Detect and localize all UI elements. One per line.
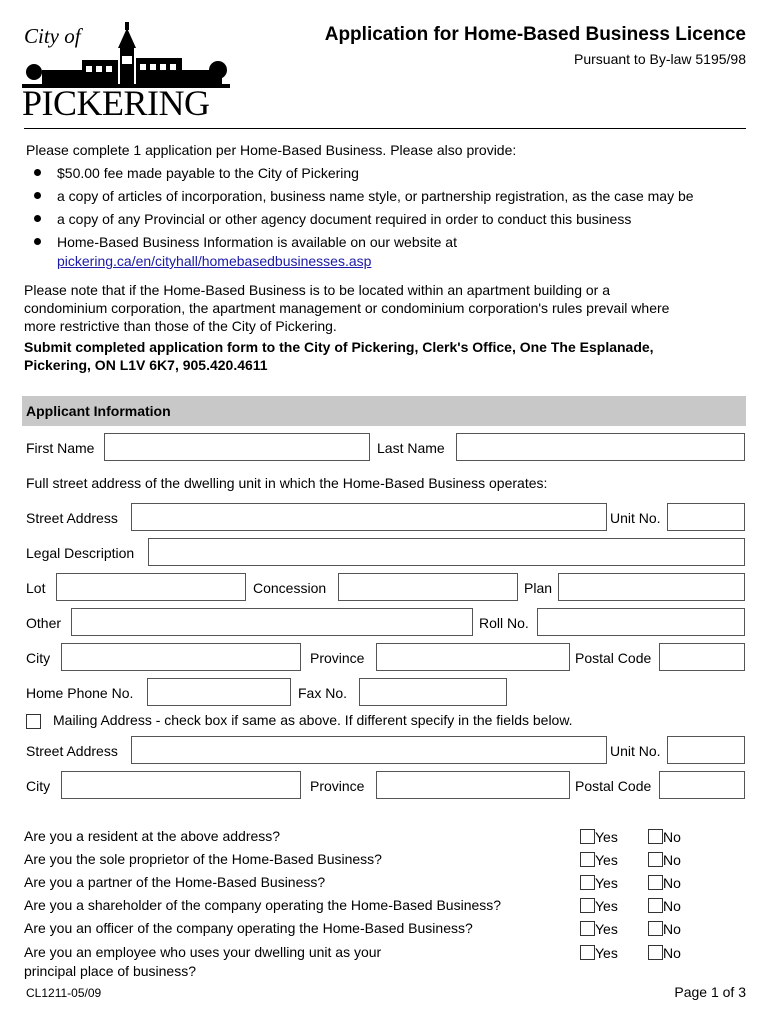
mailing-city-label: City <box>26 778 51 794</box>
yes-option[interactable]: Yes <box>580 852 618 872</box>
intro-lead: Please complete 1 application per Home-Based Business. Please also provide: <box>26 142 517 158</box>
yes-checkbox[interactable] <box>580 898 595 913</box>
no-option[interactable]: No <box>648 945 681 965</box>
yes-option[interactable]: Yes <box>580 945 618 965</box>
mailing-postal-input[interactable] <box>659 771 745 799</box>
legal-description-input[interactable] <box>148 538 745 566</box>
city-input[interactable] <box>61 643 301 671</box>
no-checkbox[interactable] <box>648 921 663 936</box>
yes-checkbox[interactable] <box>580 875 595 890</box>
mailing-street-label: Street Address <box>26 743 118 759</box>
mailing-checkbox-label: Mailing Address - check box if same as above. If different specify in the fields below. <box>53 712 573 728</box>
street-address-label: Street Address <box>26 510 118 526</box>
question-sole-proprietor: Are you the sole proprietor of the Home-Based Business? <box>24 851 382 867</box>
mailing-city-input[interactable] <box>61 771 301 799</box>
page-subtitle: Pursuant to By-law 5195/98 <box>574 51 746 67</box>
no-checkbox[interactable] <box>648 898 663 913</box>
header-divider <box>24 128 746 129</box>
page-number: Page 1 of 3 <box>674 984 746 1000</box>
postal-code-label: Postal Code <box>575 650 652 666</box>
no-checkbox[interactable] <box>648 852 663 867</box>
fax-input[interactable] <box>359 678 507 706</box>
home-phone-label: Home Phone No. <box>26 685 134 701</box>
concession-label: Concession <box>253 580 327 596</box>
note-line: more restrictive than those of the City of Pickering. <box>24 318 337 334</box>
city-hall-logo-icon <box>22 20 230 90</box>
last-name-label: Last Name <box>377 440 445 456</box>
page-title: Application for Home-Based Business Licence <box>324 24 746 45</box>
city-label: City <box>26 650 51 666</box>
first-name-input[interactable] <box>104 433 370 461</box>
yes-option[interactable]: Yes <box>580 921 618 941</box>
address-prompt: Full street address of the dwelling unit in which the Home-Based Business operates: <box>26 475 548 491</box>
home-phone-input[interactable] <box>147 678 291 706</box>
mailing-same-checkbox[interactable] <box>26 714 41 729</box>
note-line: condominium corporation, the apartment management or condominium corporation's rules prevail where <box>24 300 670 316</box>
yes-option[interactable]: Yes <box>580 875 618 895</box>
no-option[interactable]: No <box>648 875 681 895</box>
website-link[interactable]: pickering.ca/en/cityhall/homebasedbusinesses.asp <box>57 253 372 269</box>
roll-no-label: Roll No. <box>479 615 529 631</box>
street-address-input[interactable] <box>131 503 607 531</box>
unit-no-label: Unit No. <box>610 510 661 526</box>
yes-checkbox[interactable] <box>580 921 595 936</box>
yes-checkbox[interactable] <box>580 829 595 844</box>
submit-line: Submit completed application form to the City of Pickering, Clerk's Office, One The Esplanade, <box>24 339 654 355</box>
yes-option[interactable]: Yes <box>580 898 618 918</box>
list-item: a copy of articles of incorporation, business name style, or partnership registration, as the case may be <box>34 188 694 204</box>
yes-checkbox[interactable] <box>580 852 595 867</box>
question-resident: Are you a resident at the above address? <box>24 828 281 844</box>
mailing-province-label: Province <box>310 778 365 794</box>
mailing-province-input[interactable] <box>376 771 570 799</box>
lot-input[interactable] <box>56 573 246 601</box>
form-code: CL1211-05/09 <box>26 986 102 1000</box>
list-item: Home-Based Business Information is available on our website at <box>34 234 457 250</box>
roll-no-input[interactable] <box>537 608 745 636</box>
no-checkbox[interactable] <box>648 875 663 890</box>
legal-description-label: Legal Description <box>26 545 135 561</box>
other-input[interactable] <box>71 608 473 636</box>
question-shareholder: Are you a shareholder of the company operating the Home-Based Business? <box>24 897 502 913</box>
question-officer: Are you an officer of the company operating the Home-Based Business? <box>24 920 473 936</box>
section-title: Applicant Information <box>26 403 171 419</box>
note-line: Please note that if the Home-Based Business is to be located within an apartment building or a <box>24 282 611 298</box>
no-option[interactable]: No <box>648 852 681 872</box>
mailing-street-input[interactable] <box>131 736 607 764</box>
question-employee: Are you an employee who uses your dwelling unit as your <box>24 944 382 960</box>
plan-label: Plan <box>524 580 553 596</box>
province-label: Province <box>310 650 365 666</box>
no-option[interactable]: No <box>648 898 681 918</box>
list-item: $50.00 fee made payable to the City of Pickering <box>34 165 359 181</box>
mailing-postal-label: Postal Code <box>575 778 652 794</box>
no-option[interactable]: No <box>648 829 681 849</box>
no-checkbox[interactable] <box>648 829 663 844</box>
postal-code-input[interactable] <box>659 643 745 671</box>
last-name-input[interactable] <box>456 433 745 461</box>
province-input[interactable] <box>376 643 570 671</box>
plan-input[interactable] <box>558 573 745 601</box>
other-label: Other <box>26 615 62 631</box>
fax-label: Fax No. <box>298 685 348 701</box>
question-employee-line2: principal place of business? <box>24 963 196 979</box>
unit-no-input[interactable] <box>667 503 745 531</box>
concession-input[interactable] <box>338 573 518 601</box>
no-option[interactable]: No <box>648 921 681 941</box>
logo-pickering: PICKERING <box>22 83 210 123</box>
first-name-label: First Name <box>26 440 95 456</box>
question-partner: Are you a partner of the Home-Based Business? <box>24 874 326 890</box>
list-item: a copy of any Provincial or other agency document required in order to conduct this business <box>34 211 631 227</box>
lot-label: Lot <box>26 580 46 596</box>
mailing-unit-input[interactable] <box>667 736 745 764</box>
yes-checkbox[interactable] <box>580 945 595 960</box>
logo-city-of: City of <box>24 24 81 48</box>
submit-line: Pickering, ON L1V 6K7, 905.420.4611 <box>24 357 268 373</box>
mailing-unit-label: Unit No. <box>610 743 661 759</box>
no-checkbox[interactable] <box>648 945 663 960</box>
yes-option[interactable]: Yes <box>580 829 618 849</box>
